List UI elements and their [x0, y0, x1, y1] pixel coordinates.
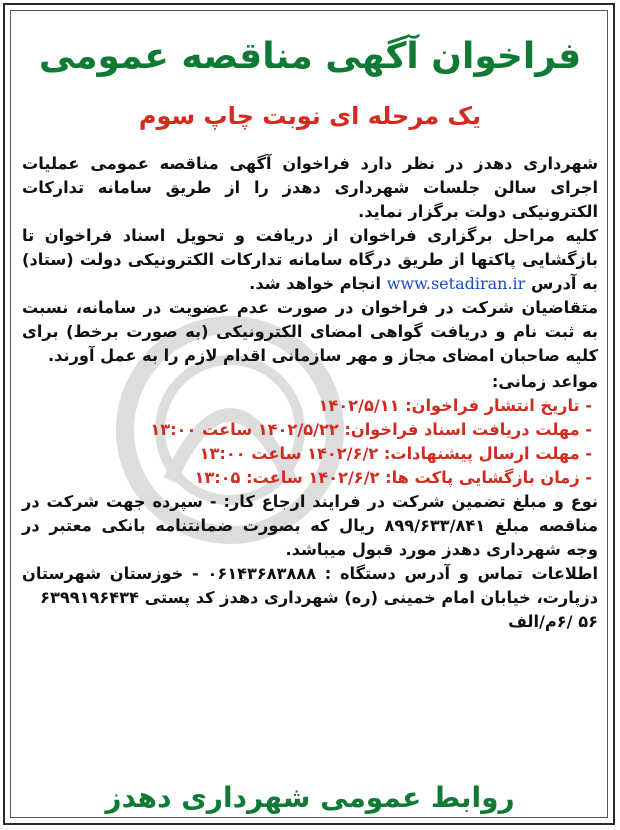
date-publish: - تاریخ انتشار فراخوان: ۱۴۰۲/۵/۱۱ [318, 396, 592, 415]
reference-number: ۵۶ /۶م/الف [508, 612, 598, 631]
paragraph-contact: اطلاعات تماس و آدرس دستگاه : ۰۶۱۴۳۶۸۳۸۸۸ - خوزستان شهرستان دزپارت، خیابان امام خمینی (ره) شهرداری دهدز کد پستی ۶۳۹۹۱۹۶۴۳۴ [22, 564, 599, 607]
date-receive-documents: - مهلت دریافت اسناد فراخوان: ۱۴۰۲/۵/۲۲ ساعت ۱۳:۰۰ [150, 420, 592, 439]
paragraph-guarantee: نوع و مبلغ تضمین شرکت در فرایند ارجاع کار: - سپرده جهت شرکت در مناقصه مبلغ ۸۹۹/۶۳۳/۸۴۱ ریال که بصورت ضمانتنامه بانکی معتبر در وجه شهرداری دهدز مورد قبول میباشد. [22, 492, 598, 559]
date-opening: - زمان بازگشایی پاکت ها: ۱۴۰۲/۶/۲ ساعت: ۱۳:۰۵ [194, 468, 592, 487]
paragraph-process-end: انجام خواهد شد. [249, 274, 382, 293]
notice-subtitle: یک مرحله ای نوبت چاپ سوم [138, 102, 482, 130]
paragraph-process-text: کلیه مراحل برگزاری فراخوان از دریافت و تحویل اسناد فراخوان تا بازگشایی پاکتها از طریق درگاه سامانه تدارکات الکترونیکی دولت (ستاد) به آدرس [22, 226, 598, 293]
paragraph-process [22, 224, 598, 296]
footer-signature: روابط عمومی شهرداری دهدز [105, 781, 515, 814]
date-submit-offers: - مهلت ارسال پیشنهادات: ۱۴۰۲/۶/۲ ساعت ۱۳:۰۰ [199, 444, 592, 463]
notice-content [22, 30, 598, 820]
paragraph-intro: شهرداری دهدز در نظر دارد فراخوان آگهی مناقصه عمومی عملیات اجرای سالن جلسات شهرداری دهدز را از طریق سامانه تدارکات الکترونیکی دولت برگزار نماید. [22, 154, 598, 221]
setad-link[interactable]: www.setadiran.ir [386, 274, 526, 293]
paragraph-applicants: متقاضیان شرکت در فراخوان در صورت عدم عضویت در سامانه، نسبت به ثبت نام و دریافت گواهی امضای الکترونیکی (به صورت برخط) برای کلیه صاحبان امضای مجاز و مهر سازمانی اقدام لازم را به عمل آورند. [22, 298, 598, 365]
dates-label: مواعد زمانی: [491, 372, 598, 391]
notice-title: فراخوان آگهی مناقصه عمومی [38, 36, 582, 77]
